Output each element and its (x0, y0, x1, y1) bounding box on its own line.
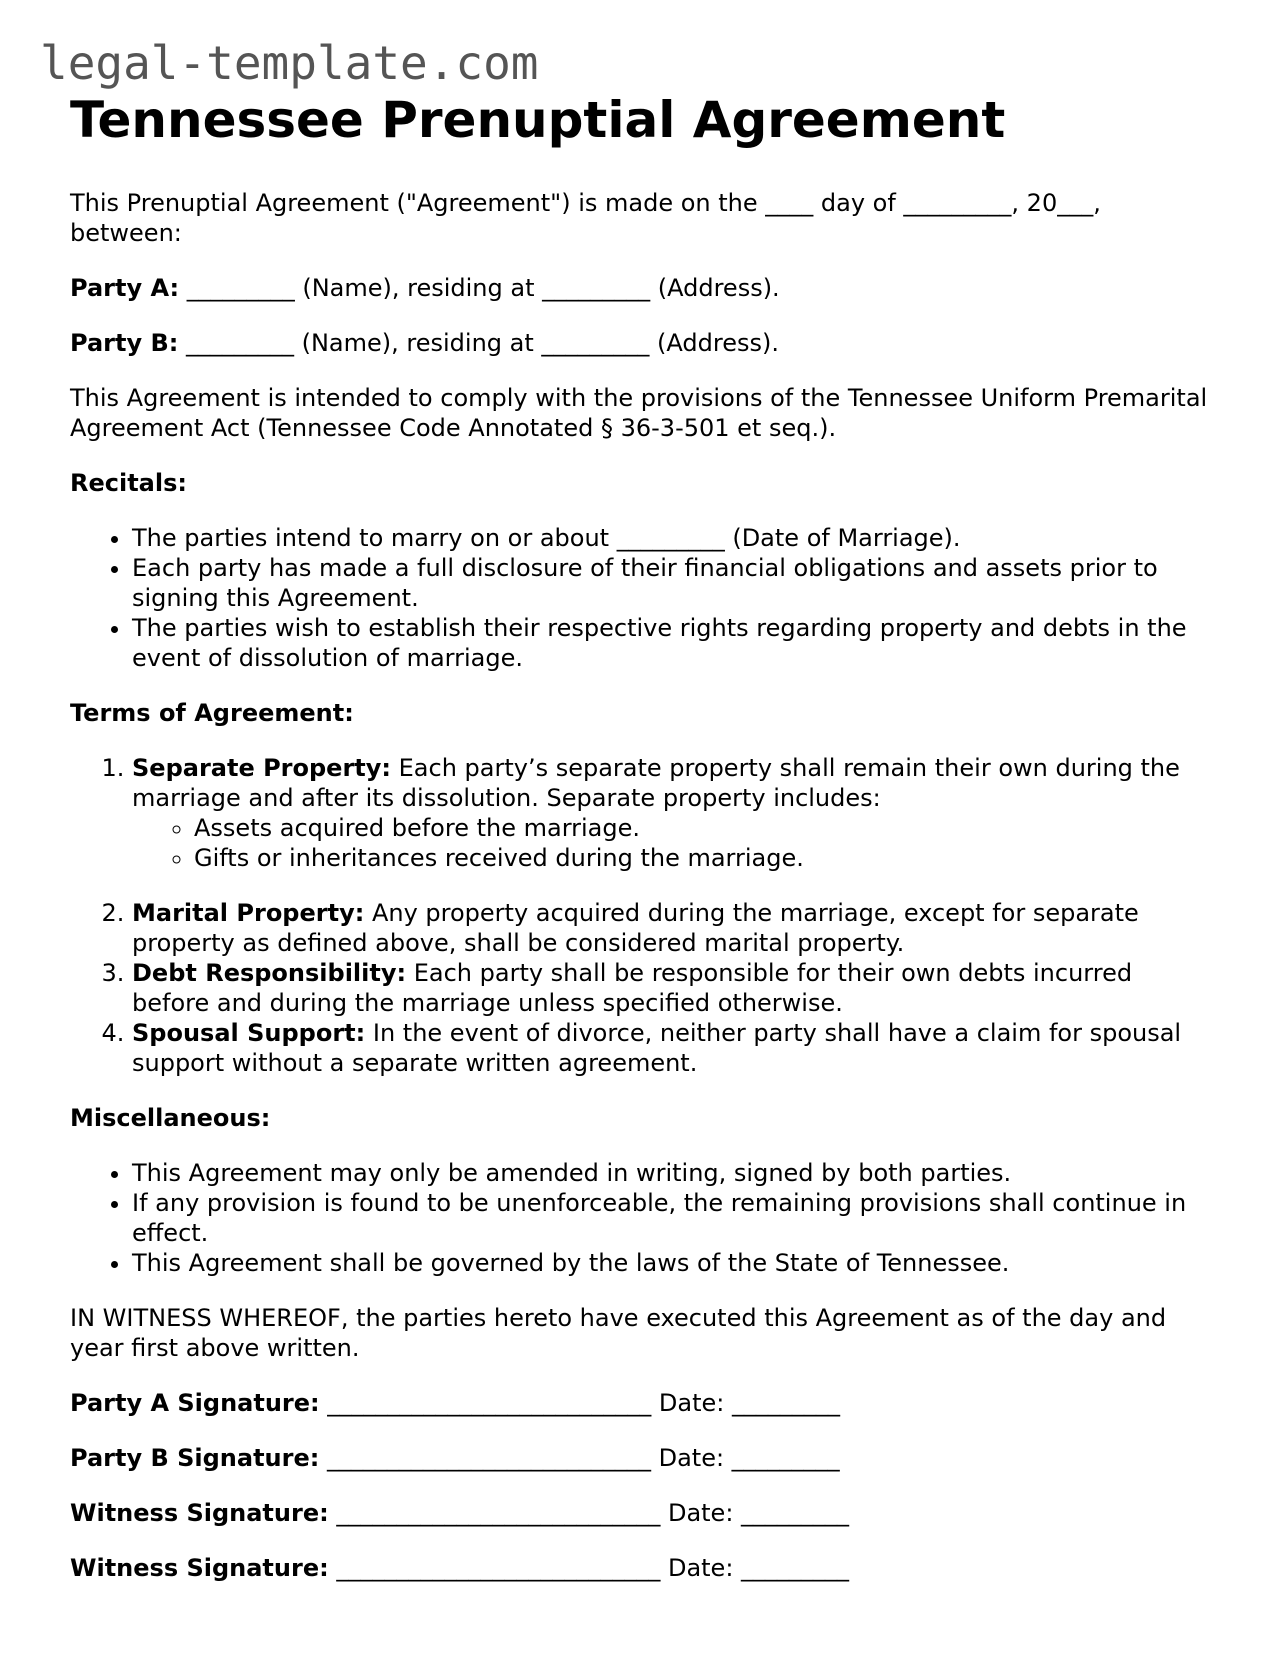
term-text: Any property acquired during the marriage, except for separate property as defined above, shall be considered marital property. (132, 899, 1139, 957)
document-title: Tennessee Prenuptial Agreement (70, 91, 1006, 149)
term-item (132, 1018, 1210, 1078)
misc-list (70, 1158, 1210, 1278)
signature-line-witness-2 (70, 1553, 1210, 1583)
misc-item: • This Agreement may only be amended in writing, signed by both parties. (132, 1158, 1210, 1188)
term-label: Debt Responsibility: (132, 959, 407, 987)
signature-blank: ___________________________ Date: _________ (319, 1389, 840, 1417)
misc-item: • If any provision is found to be unenforceable, the remaining provisions shall continue in effect. (132, 1188, 1210, 1248)
term-subitem: ◦ Gifts or inheritances received during the marriage. (194, 843, 1210, 873)
document-body (70, 88, 1210, 1608)
signature-label: Witness Signature: (70, 1554, 329, 1582)
party-b-line (70, 328, 1210, 358)
misc-item: • This Agreement shall be governed by the laws of the State of Tennessee. (132, 1248, 1210, 1278)
misc-heading: Miscellaneous: (70, 1104, 271, 1132)
watermark: legal-template.com (40, 36, 539, 90)
signature-line-party-a (70, 1388, 1210, 1418)
signature-label: Party B Signature: (70, 1444, 320, 1472)
separate-property-sublist (132, 813, 1210, 873)
recital-item: • The parties wish to establish their respective rights regarding property and debts in the event of dissolution of marriage. (132, 613, 1210, 673)
signature-blank: ___________________________ Date: _________ (328, 1554, 850, 1582)
terms-heading: Terms of Agreement: (70, 699, 354, 727)
recitals-list (70, 523, 1210, 673)
term-label: Separate Property: (132, 754, 391, 782)
signature-blank: ___________________________ Date: _________ (328, 1499, 850, 1527)
term-item (132, 898, 1210, 958)
terms-list (70, 753, 1210, 1078)
signature-line-party-b (70, 1443, 1210, 1473)
recital-item: • Each party has made a full disclosure of their financial obligations and assets prior to signing this Agreement. (132, 553, 1210, 613)
term-text: In the event of divorce, neither party shall have a claim for spousal support without a separate written agreement. (132, 1019, 1182, 1077)
term-text: Each party shall be responsible for their own debts incurred before and during the marriage unless specified otherwise. (132, 959, 1133, 1017)
signature-label: Party A Signature: (70, 1389, 320, 1417)
term-item (132, 753, 1210, 873)
term-text: Each party’s separate property shall remain their own during the marriage and after its dissolution. Separate property includes: (132, 754, 1180, 812)
signature-blank: ___________________________ Date: _________ (319, 1444, 840, 1472)
signature-label: Witness Signature: (70, 1499, 329, 1527)
compliance-paragraph: This Agreement is intended to comply with the provisions of the Tennessee Uniform Premarital Agreement Act (Tennessee Code Annotated § 36-3-501 et seq.). (70, 384, 1208, 442)
recitals-heading: Recitals: (70, 469, 187, 497)
term-label: Marital Property: (132, 899, 365, 927)
witness-clause: IN WITNESS WHEREOF, the parties hereto have executed this Agreement as of the day and year first above written. (70, 1304, 1167, 1362)
party-a-label: Party A: (70, 274, 180, 302)
party-a-text: _________ (Name), residing at _________ (Address). (179, 274, 780, 302)
party-b-text: _________ (Name), residing at _________ (Address). (178, 329, 779, 357)
recital-item: • The parties intend to marry on or about _________ (Date of Marriage). (132, 523, 1210, 553)
term-item (132, 958, 1210, 1018)
party-b-label: Party B: (70, 329, 179, 357)
term-label: Spousal Support: (132, 1019, 366, 1047)
intro-paragraph: This Prenuptial Agreement ("Agreement") is made on the ____ day of _________, 20___, between: (70, 189, 1101, 247)
party-a-line (70, 273, 1210, 303)
signature-line-witness-1 (70, 1498, 1210, 1528)
term-subitem: ◦ Assets acquired before the marriage. (194, 813, 1210, 843)
